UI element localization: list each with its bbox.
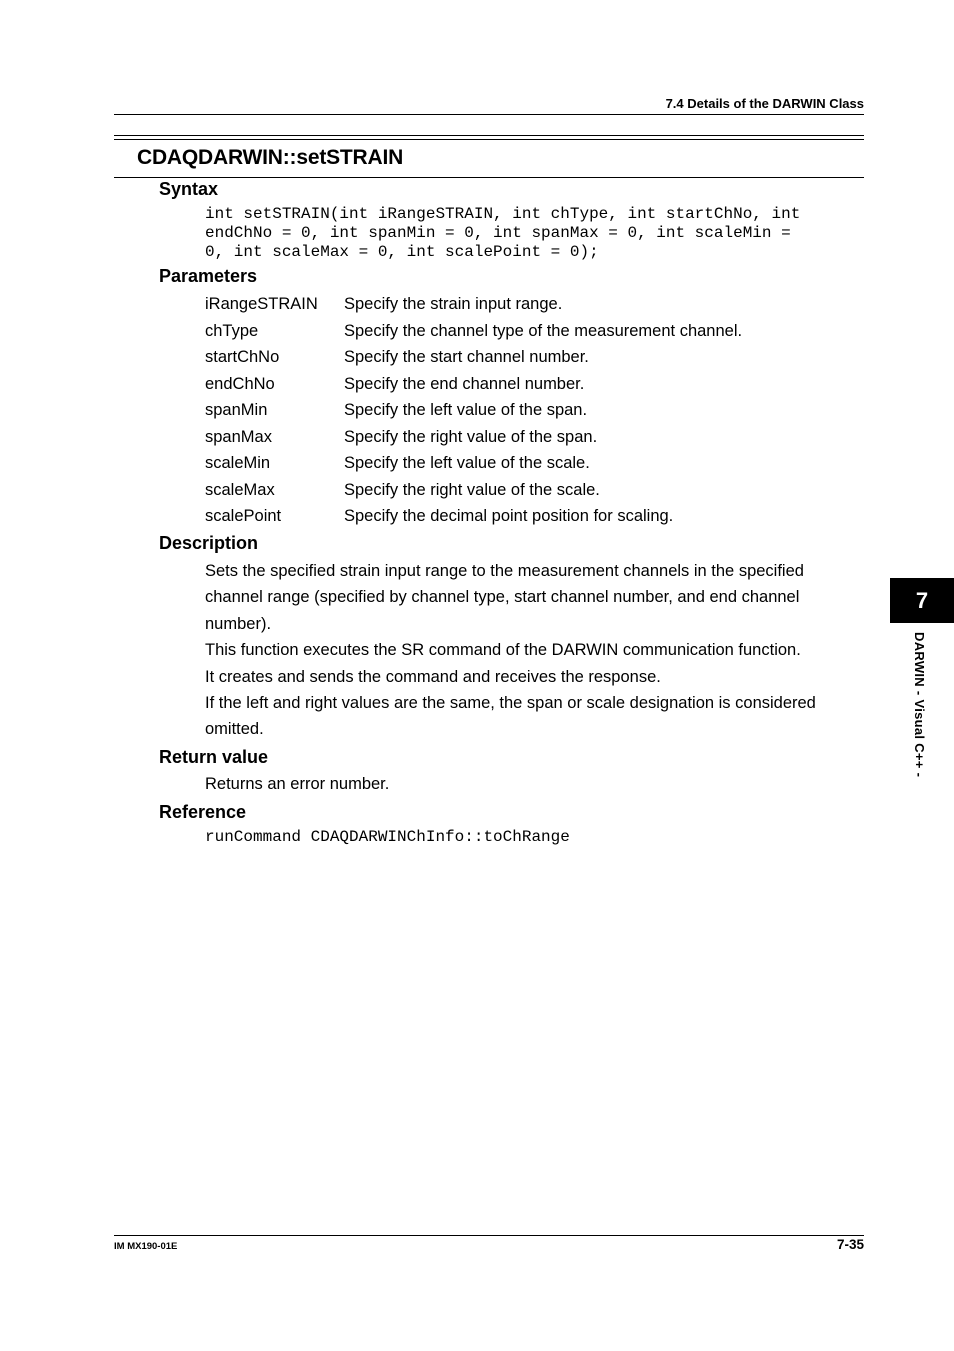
title-rule-bottom bbox=[114, 177, 864, 178]
syntax-line: 0, int scaleMax = 0, int scalePoint = 0); bbox=[205, 243, 599, 261]
footer-doc-id: IM MX190-01E bbox=[114, 1241, 178, 1252]
parameters-list bbox=[205, 291, 742, 530]
description-heading: Description bbox=[159, 533, 259, 553]
parameter-row bbox=[205, 318, 742, 345]
parameter-row bbox=[205, 397, 742, 424]
parameter-name: scaleMax bbox=[205, 480, 275, 499]
parameter-name: scaleMin bbox=[205, 454, 271, 472]
return-value-text: Returns an error number. bbox=[205, 775, 390, 793]
return-value-heading: Return value bbox=[159, 747, 269, 767]
description-paragraph: It creates and sends the command and receives the response. bbox=[205, 667, 661, 686]
parameter-desc: Specify the left value of the scale. bbox=[344, 454, 590, 472]
description-body bbox=[205, 558, 865, 743]
syntax-code bbox=[205, 205, 800, 262]
chapter-tab: 7 bbox=[890, 578, 954, 623]
header-rule bbox=[114, 114, 864, 115]
syntax-line: int setSTRAIN(int iRangeSTRAIN, int chType, int startChNo, int bbox=[205, 205, 801, 223]
parameter-name: iRangeSTRAIN bbox=[205, 295, 318, 313]
parameter-desc: Specify the left value of the span. bbox=[344, 401, 588, 419]
parameter-name: startChNo bbox=[205, 348, 280, 366]
parameter-row bbox=[205, 424, 742, 451]
title-rule-top-1 bbox=[114, 135, 864, 136]
parameter-desc: Specify the right value of the span. bbox=[344, 427, 598, 446]
parameter-desc: Specify the end channel number. bbox=[344, 374, 585, 393]
reference-heading: Reference bbox=[159, 802, 247, 822]
parameter-row bbox=[205, 450, 742, 477]
parameter-name: endChNo bbox=[205, 374, 275, 393]
parameters-heading: Parameters bbox=[159, 266, 258, 286]
parameter-name: scalePoint bbox=[205, 507, 282, 525]
parameter-desc: Specify the channel type of the measurement channel. bbox=[344, 321, 743, 340]
parameter-row bbox=[205, 371, 742, 398]
reference-text: runCommand CDAQDARWINChInfo::toChRange bbox=[205, 828, 570, 846]
parameter-name: spanMin bbox=[205, 401, 268, 419]
parameter-row bbox=[205, 477, 742, 504]
running-header: 7.4 Details of the DARWIN Class bbox=[665, 96, 864, 111]
parameter-name: spanMax bbox=[205, 427, 272, 446]
parameter-row bbox=[205, 291, 742, 318]
chapter-tab-label: DARWIN - Visual C++ - bbox=[912, 632, 927, 778]
footer-rule bbox=[114, 1235, 864, 1236]
description-paragraph: Sets the specified strain input range to the measurement channels in the specified channel range (specified by channel type, start channel number, and end channel number). bbox=[205, 562, 804, 633]
syntax-line: endChNo = 0, int spanMin = 0, int spanMax = 0, int scaleMin = bbox=[205, 224, 791, 242]
page-title: CDAQDARWIN::setSTRAIN bbox=[137, 146, 404, 169]
footer-page-number: 7-35 bbox=[836, 1237, 864, 1252]
syntax-heading: Syntax bbox=[159, 179, 219, 199]
parameter-desc: Specify the right value of the scale. bbox=[344, 480, 600, 499]
parameter-row bbox=[205, 503, 742, 530]
parameter-name: chType bbox=[205, 321, 259, 340]
description-paragraph: If the left and right values are the same, the span or scale designation is considered omitted. bbox=[205, 694, 816, 739]
description-paragraph: This function executes the SR command of the DARWIN communication function. bbox=[205, 641, 801, 660]
parameter-desc: Specify the strain input range. bbox=[344, 295, 563, 313]
title-rule-top-2 bbox=[114, 139, 864, 140]
parameter-desc: Specify the decimal point position for scaling. bbox=[344, 507, 674, 525]
parameter-desc: Specify the start channel number. bbox=[344, 348, 589, 366]
parameter-row bbox=[205, 344, 742, 371]
